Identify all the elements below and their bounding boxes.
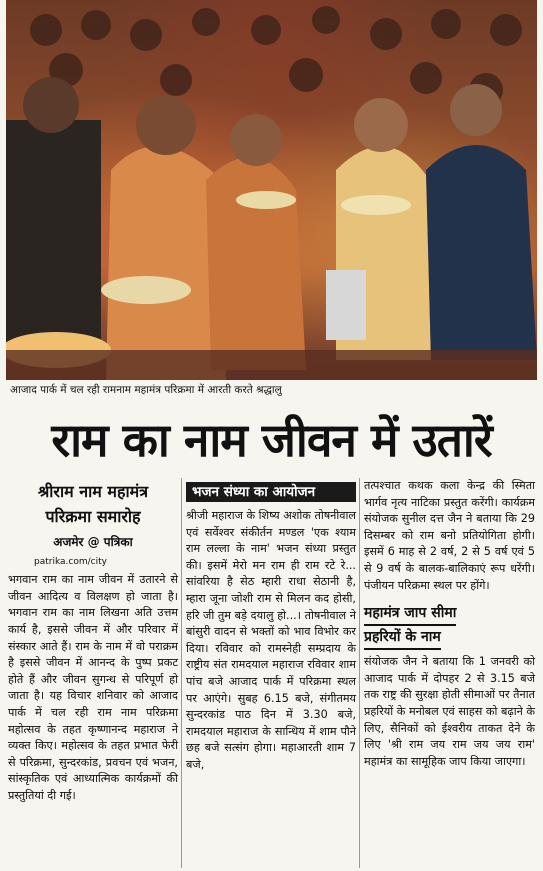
column-divider <box>359 478 360 868</box>
byline: अजमेर @ पत्रिका <box>53 535 133 549</box>
photo-caption: आजाद पार्क में चल रही रामनाम महामंत्र परिक्रमा में आरती करते श्रद्धालु <box>10 384 282 396</box>
right-box-title-line-1: महामंत्र जाप सीमा <box>364 602 456 626</box>
middle-column <box>186 478 356 774</box>
right-column-body-bottom: संयोजक जैन ने बताया कि 1 जनवरी को आजाद पार्क में दोपहर 2 से 3.15 बजे तक राष्ट्र की सुरक्षा होती सीमाओं पर तैनात प्रहरियों के मनोबल एवं साहस को बढ़ाने के लिए, सैनिकों को ईश्वरीय ताकत देने के लिए 'श्री राम जय राम जय जय राम' महामंत्र का सामूहिक जाप किया जाएगा। <box>364 655 535 768</box>
left-column <box>8 478 178 805</box>
side-title-line-1: श्रीराम नाम महामंत्र <box>37 482 149 501</box>
middle-column-body: श्रीजी महाराज के शिष्य अशोक तोषनीवाल एवं सर्वेश्वर संकीर्तन मण्डल 'एक श्याम राम लल्ला के नाम' भजन संध्या प्रस्तुत की। इसमें मेरो मन राम ही राम रटे रे... सांवरिया है सेठ म्हारी राधा सेठानी है, म्हारा जूना जोशी राम से मिलन कद होसी, हरि जी तुम बड़े दयालु हो...। तोषनीवाल ने बांसुरी वादन से भक्तों को भाव विभोर कर दिया। रविवार को रामस्नेही सम्प्रदाय के राष्ट्रीय संत रामदयाल महाराज रविवार शाम पांच बजे आजाद पार्क में परिक्रमा स्थल पर आएंगे। सुबह 6.15 बजे, संगीतमय सुन्दरकांड पाठ दिन में 3.30 बजे, रामदयाल महाराज के सान्धिय में शाम पौने छह बजे सत्संग होगा। महाआरती शाम 7 बजे, <box>186 509 356 771</box>
right-column-body-top: तत्पश्चात कथक कला केन्द्र की स्मिता भार्गव नृत्य नाटिका प्रस्तुत करेंगी। कार्यक्रम संयोजक सुनील दत्त जैन ने बताया कि 29 दिसम्बर को राम बनो प्रतियोगिता होगी। इसमें 6 माह से 2 वर्ष, 2 से 5 वर्ष एवं 5 से 9 वर्ष के बालक-बालिकाएं रूप धरेंगी। पंजीयन परिक्रमा स्थल पर होंगे। <box>364 479 535 592</box>
column-divider <box>181 478 182 868</box>
website-link[interactable]: patrika.com/city <box>34 556 107 567</box>
right-column <box>364 478 535 770</box>
right-box-title <box>364 602 535 650</box>
crowd-photo-illustration <box>6 0 537 380</box>
middle-subhead: भजन संध्या का आयोजन <box>186 482 356 502</box>
right-box-title-line-2: प्रहरियों के नाम <box>364 626 441 650</box>
headline: राम का नाम जीवन में उतारें <box>51 413 492 467</box>
side-title-line-2: परिक्रमा समारोह <box>45 507 141 526</box>
left-column-body: भगवान राम का नाम जीवन में उतारने से जीवन आदित्य व विलक्षण हो जाता है। भगवान राम का नाम लिखना अति उत्तम कार्य है, इससे जीवन में और परिवार में संस्कार आते हैं। राम के नाम में वो पराक्रम है इससे जीवन में आनन्द के पुष्प प्रकट होते हैं और जीवन सुगन्ध से परिपूर्ण हो जाता है। यह विचार शनिवार को आजाद पार्क में चल रही राम नाम परिक्रमा महोत्सव के तहत कृष्णानन्द महाराज ने व्यक्त किए। महोत्सव के तहत प्रभात फेरी से परिक्रमा, सुन्दरकांड, प्रवचन एवं भजन, सांस्कृतिक एवं आध्यात्मिक कार्यक्रमों की प्रस्तुतियां दी गई। <box>8 573 178 802</box>
news-photo <box>6 0 537 380</box>
